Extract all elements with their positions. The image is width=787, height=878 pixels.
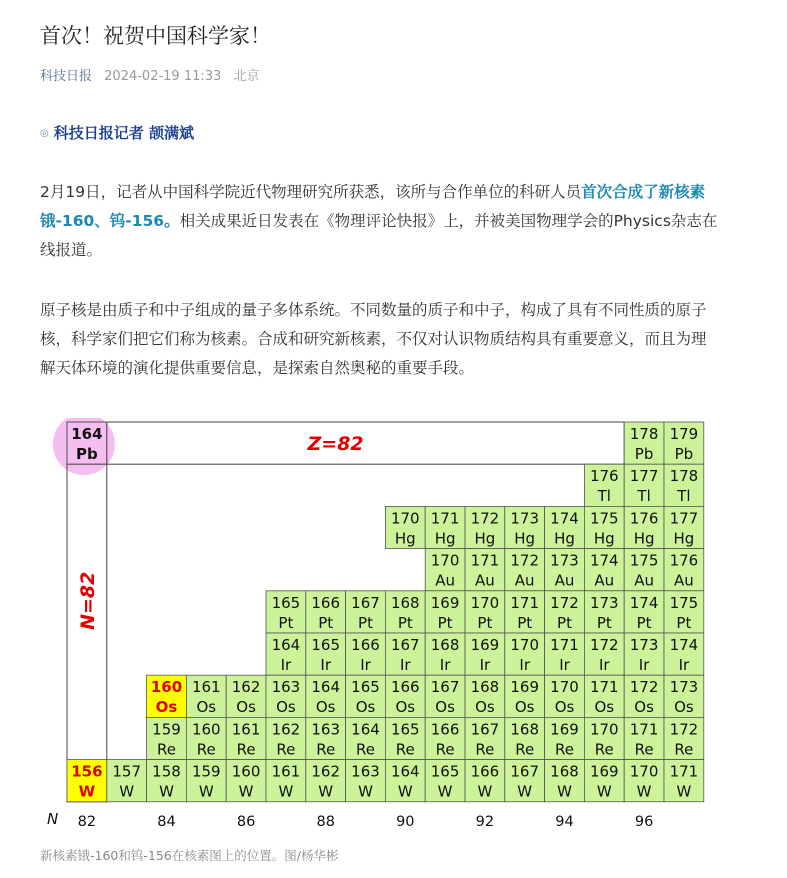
element-symbol-re-165: Re — [395, 740, 415, 759]
mass-number-pt-169: 169 — [430, 593, 460, 612]
bullet-icon: ◎ — [40, 128, 49, 139]
element-symbol-ir-171: Ir — [559, 656, 570, 674]
element-symbol-re-167: Re — [475, 740, 495, 759]
paragraph-2: 原子核是由质子和中子组成的量子多体系统。不同数量的质子和中子，构成了具有不同性质的原子核，科学家们把它们称为核素。合成和研究新核素，不仅对认识物质结构具有重要意义，而且为理解天体环境的演化提供重要信息，是探索自然奥秘的重要手段。 — [40, 301, 707, 377]
mass-number-os-160: 160 — [150, 678, 183, 697]
element-symbol-ir-172: Ir — [599, 656, 610, 674]
element-symbol-au-174: Au — [594, 571, 615, 590]
mass-number-tl-178: 178 — [669, 467, 699, 486]
mass-number-ir-171: 171 — [550, 636, 579, 654]
element-symbol-w-157: W — [119, 782, 135, 801]
element-symbol-hg-175: Hg — [593, 529, 615, 548]
mass-number-w-161: 161 — [271, 762, 301, 781]
n-tick-82: 82 — [77, 814, 97, 830]
element-symbol-os-173: Os — [674, 698, 694, 717]
element-symbol-os-164: Os — [315, 698, 336, 717]
element-symbol-tl-176: Tl — [597, 487, 611, 506]
n-tick-84: 84 — [157, 814, 176, 830]
element-symbol-os-162: Os — [236, 698, 256, 717]
mass-number-hg-171: 171 — [430, 509, 460, 528]
mass-number-au-175: 175 — [629, 551, 659, 570]
nuclide-chart-figure — [40, 418, 720, 836]
n-axis-label: N — [47, 810, 59, 828]
byline-text: 科技日报记者 颉满斌 — [53, 124, 194, 142]
mass-number-re-165: 165 — [390, 720, 420, 739]
element-symbol-re-170: Re — [594, 740, 614, 759]
element-symbol-au-175: Au — [634, 571, 654, 590]
element-symbol-re-163: Re — [316, 740, 336, 759]
mass-number-hg-173: 173 — [510, 509, 540, 528]
mass-number-hg-177: 177 — [669, 509, 699, 528]
mass-number-os-173: 173 — [669, 678, 699, 697]
element-symbol-ir-166: Ir — [360, 656, 371, 674]
element-symbol-au-173: Au — [554, 571, 575, 590]
n-tick-96: 96 — [634, 814, 654, 830]
element-symbol-re-166: Re — [435, 740, 455, 759]
mass-number-ir-173: 173 — [629, 636, 659, 654]
publish-location: 北京 — [233, 69, 260, 84]
mass-number-w-167: 167 — [510, 762, 540, 781]
element-symbol-pt-175: Pt — [676, 613, 692, 632]
mass-number-au-176: 176 — [669, 551, 699, 570]
mass-number-au-170: 170 — [430, 551, 460, 570]
element-symbol-ir-165: Ir — [320, 656, 331, 674]
element-symbol-ir-170: Ir — [519, 656, 530, 674]
mass-number-w-169: 169 — [589, 762, 619, 781]
mass-number-w-160: 160 — [231, 762, 261, 781]
element-symbol-re-161: Re — [236, 740, 256, 759]
mass-number-re-163: 163 — [311, 720, 341, 739]
mass-number-pt-168: 168 — [390, 593, 420, 612]
n-tick-88: 88 — [316, 814, 335, 830]
z82-label: Z=82 — [307, 433, 364, 455]
mass-number-os-164: 164 — [311, 678, 341, 697]
element-symbol-pt-165: Pt — [278, 613, 294, 632]
mass-number-os-162: 162 — [231, 678, 261, 697]
mass-number-re-160: 160 — [191, 720, 221, 739]
element-symbol-au-176: Au — [674, 571, 694, 590]
paragraph-1-tail: 相关成果近日发表在《物理评论快报》上，并被美国物理学会的Physics杂志在线报道。 — [40, 212, 718, 259]
mass-number-os-170: 170 — [550, 678, 579, 697]
element-symbol-re-168: Re — [515, 740, 535, 759]
mass-number-hg-176: 176 — [629, 509, 659, 528]
element-symbol-ir-167: Ir — [400, 656, 411, 674]
element-symbol-w-160: W — [238, 782, 254, 801]
element-symbol-au-172: Au — [514, 571, 535, 590]
element-symbol-ir-164: Ir — [280, 656, 292, 674]
element-symbol-ir-174: Ir — [678, 656, 690, 674]
mass-number-w-164: 164 — [390, 762, 420, 781]
mass-number-hg-175: 175 — [589, 509, 619, 528]
n-tick-92: 92 — [475, 814, 495, 830]
byline — [40, 122, 194, 143]
element-symbol-w-156: W — [78, 782, 96, 801]
mass-number-os-167: 167 — [430, 678, 460, 697]
element-symbol-w-170: W — [636, 782, 652, 801]
element-symbol-pt-166: Pt — [318, 613, 334, 632]
element-symbol-w-159: W — [198, 782, 214, 801]
element-symbol-w-164: W — [397, 782, 413, 801]
element-symbol-re-172: Re — [674, 740, 694, 759]
element-symbol-os-161: Os — [196, 698, 217, 717]
mass-number-ir-169: 169 — [470, 636, 500, 654]
mass-number-pt-165: 165 — [271, 593, 301, 612]
element-symbol-tl-178: Tl — [677, 487, 691, 506]
element-symbol-w-171: W — [676, 782, 692, 801]
mass-number-w-170: 170 — [629, 762, 659, 781]
element-symbol-os-167: Os — [435, 698, 455, 717]
element-symbol-re-169: Re — [555, 740, 574, 759]
element-symbol-w-166: W — [477, 782, 493, 801]
element-symbol-w-165: W — [437, 782, 453, 801]
element-symbol-re-171: Re — [634, 740, 654, 759]
source-link[interactable]: 科技日报 — [40, 69, 93, 84]
mass-number-os-166: 166 — [390, 678, 420, 697]
mass-number-os-165: 165 — [351, 678, 380, 697]
mass-number-pb-178: 178 — [629, 425, 659, 443]
mass-number-w-156: 156 — [71, 762, 103, 781]
mass-number-hg-170: 170 — [390, 509, 420, 528]
element-symbol-w-169: W — [596, 782, 612, 801]
mass-number-hg-172: 172 — [470, 509, 500, 528]
element-symbol-re-160: Re — [196, 740, 216, 759]
element-symbol-pt-172: Pt — [557, 613, 572, 632]
mass-number-pb-179: 179 — [669, 425, 699, 443]
mass-number-w-163: 163 — [351, 762, 380, 781]
mass-number-re-171: 171 — [629, 720, 659, 739]
mass-number-ir-165: 165 — [311, 636, 341, 654]
element-symbol-os-168: Os — [475, 698, 495, 717]
mass-number-pt-172: 172 — [550, 593, 579, 612]
mass-number-ir-166: 166 — [351, 636, 380, 654]
element-symbol-w-158: W — [159, 782, 174, 801]
element-symbol-os-172: Os — [634, 698, 654, 717]
mass-number-re-169: 169 — [550, 720, 579, 739]
mass-number-pb-164: 164 — [71, 425, 103, 443]
element-symbol-os-166: Os — [395, 698, 416, 717]
element-symbol-w-162: W — [318, 782, 334, 801]
paragraph-1 — [40, 178, 720, 265]
paragraph-1-lead: 2月19日，记者从中国科学院近代物理研究所获悉，该所与合作单位的科研人员 — [40, 183, 582, 201]
element-symbol-w-168: W — [557, 782, 572, 801]
element-symbol-ir-168: Ir — [439, 656, 451, 674]
mass-number-au-174: 174 — [589, 551, 619, 570]
mass-number-w-157: 157 — [112, 762, 142, 781]
mass-number-ir-174: 174 — [669, 636, 699, 654]
element-symbol-au-171: Au — [475, 571, 495, 590]
element-symbol-re-164: Re — [356, 740, 375, 759]
element-symbol-tl-177: Tl — [637, 487, 651, 506]
element-symbol-pt-174: Pt — [636, 613, 652, 632]
element-symbol-hg-171: Hg — [434, 529, 456, 548]
mass-number-w-165: 165 — [430, 762, 460, 781]
mass-number-os-161: 161 — [191, 678, 221, 697]
mass-number-au-173: 173 — [550, 551, 579, 570]
mass-number-au-171: 171 — [470, 551, 500, 570]
mass-number-tl-176: 176 — [589, 467, 619, 486]
element-symbol-os-171: Os — [594, 698, 615, 717]
element-symbol-hg-170: Hg — [394, 529, 416, 548]
mass-number-os-172: 172 — [629, 678, 659, 697]
mass-number-pt-166: 166 — [311, 593, 341, 612]
element-symbol-hg-172: Hg — [474, 529, 496, 548]
mass-number-re-159: 159 — [152, 720, 181, 739]
figure-caption: 新核素锇-160和钨-156在核素图上的位置。图/杨华彬 — [40, 848, 339, 863]
mass-number-tl-177: 177 — [629, 467, 659, 486]
element-symbol-pt-173: Pt — [596, 613, 612, 632]
mass-number-os-163: 163 — [271, 678, 301, 697]
mass-number-re-164: 164 — [351, 720, 380, 739]
element-symbol-pt-169: Pt — [437, 613, 453, 632]
element-symbol-pt-168: Pt — [397, 613, 413, 632]
element-symbol-ir-169: Ir — [479, 656, 491, 674]
mass-number-pt-174: 174 — [629, 593, 659, 612]
element-symbol-au-170: Au — [435, 571, 455, 590]
mass-number-ir-170: 170 — [510, 636, 540, 654]
element-symbol-hg-173: Hg — [514, 529, 536, 548]
element-symbol-pb-164: Pb — [76, 445, 98, 463]
element-symbol-os-163: Os — [276, 698, 296, 717]
mass-number-ir-172: 172 — [589, 636, 619, 654]
element-symbol-pb-178: Pb — [634, 445, 654, 463]
element-symbol-pt-170: Pt — [477, 613, 493, 632]
element-symbol-ir-173: Ir — [638, 656, 650, 674]
element-symbol-hg-176: Hg — [633, 529, 655, 548]
n-tick-94: 94 — [555, 814, 574, 830]
mass-number-au-172: 172 — [510, 551, 540, 570]
mass-number-ir-167: 167 — [390, 636, 420, 654]
mass-number-os-168: 168 — [470, 678, 500, 697]
element-symbol-pb-179: Pb — [674, 445, 694, 463]
article-title: 首次！祝贺中国科学家！ — [40, 24, 271, 48]
mass-number-ir-168: 168 — [430, 636, 460, 654]
n82-label: N=82 — [76, 571, 99, 630]
paragraph-1-highlight: 首次合成了新核素锇-160、钨-156。 — [40, 183, 706, 230]
mass-number-w-159: 159 — [191, 762, 221, 781]
mass-number-pt-175: 175 — [669, 593, 699, 612]
mass-number-pt-171: 171 — [510, 593, 540, 612]
element-symbol-re-159: Re — [157, 740, 176, 759]
mass-number-pt-170: 170 — [470, 593, 500, 612]
element-symbol-pt-171: Pt — [517, 613, 533, 632]
element-symbol-pt-167: Pt — [358, 613, 373, 632]
mass-number-os-169: 169 — [510, 678, 540, 697]
nuclide-chart — [40, 418, 720, 836]
element-symbol-w-163: W — [358, 782, 373, 801]
element-symbol-os-160: Os — [155, 698, 178, 717]
mass-number-w-166: 166 — [470, 762, 500, 781]
element-symbol-hg-174: Hg — [554, 529, 575, 548]
article-meta — [40, 65, 259, 84]
mass-number-re-170: 170 — [589, 720, 619, 739]
mass-number-pt-167: 167 — [351, 593, 380, 612]
mass-number-hg-174: 174 — [550, 509, 579, 528]
mass-number-w-162: 162 — [311, 762, 341, 781]
element-symbol-os-165: Os — [355, 698, 376, 717]
mass-number-pt-173: 173 — [589, 593, 619, 612]
mass-number-re-162: 162 — [271, 720, 301, 739]
element-symbol-w-161: W — [278, 782, 294, 801]
element-symbol-os-169: Os — [514, 698, 535, 717]
element-symbol-re-162: Re — [276, 740, 296, 759]
n-tick-86: 86 — [236, 814, 256, 830]
mass-number-re-172: 172 — [669, 720, 699, 739]
mass-number-re-168: 168 — [510, 720, 540, 739]
n-tick-90: 90 — [396, 814, 415, 830]
element-symbol-w-167: W — [517, 782, 533, 801]
mass-number-re-166: 166 — [430, 720, 460, 739]
element-symbol-hg-177: Hg — [673, 529, 695, 548]
mass-number-w-168: 168 — [550, 762, 579, 781]
mass-number-os-171: 171 — [589, 678, 619, 697]
mass-number-w-158: 158 — [152, 762, 181, 781]
mass-number-ir-164: 164 — [271, 636, 301, 654]
publish-datetime: 2024-02-19 11:33 — [104, 69, 222, 84]
mass-number-re-167: 167 — [470, 720, 500, 739]
element-symbol-os-170: Os — [554, 698, 575, 717]
mass-number-re-161: 161 — [231, 720, 261, 739]
mass-number-w-171: 171 — [669, 762, 699, 781]
